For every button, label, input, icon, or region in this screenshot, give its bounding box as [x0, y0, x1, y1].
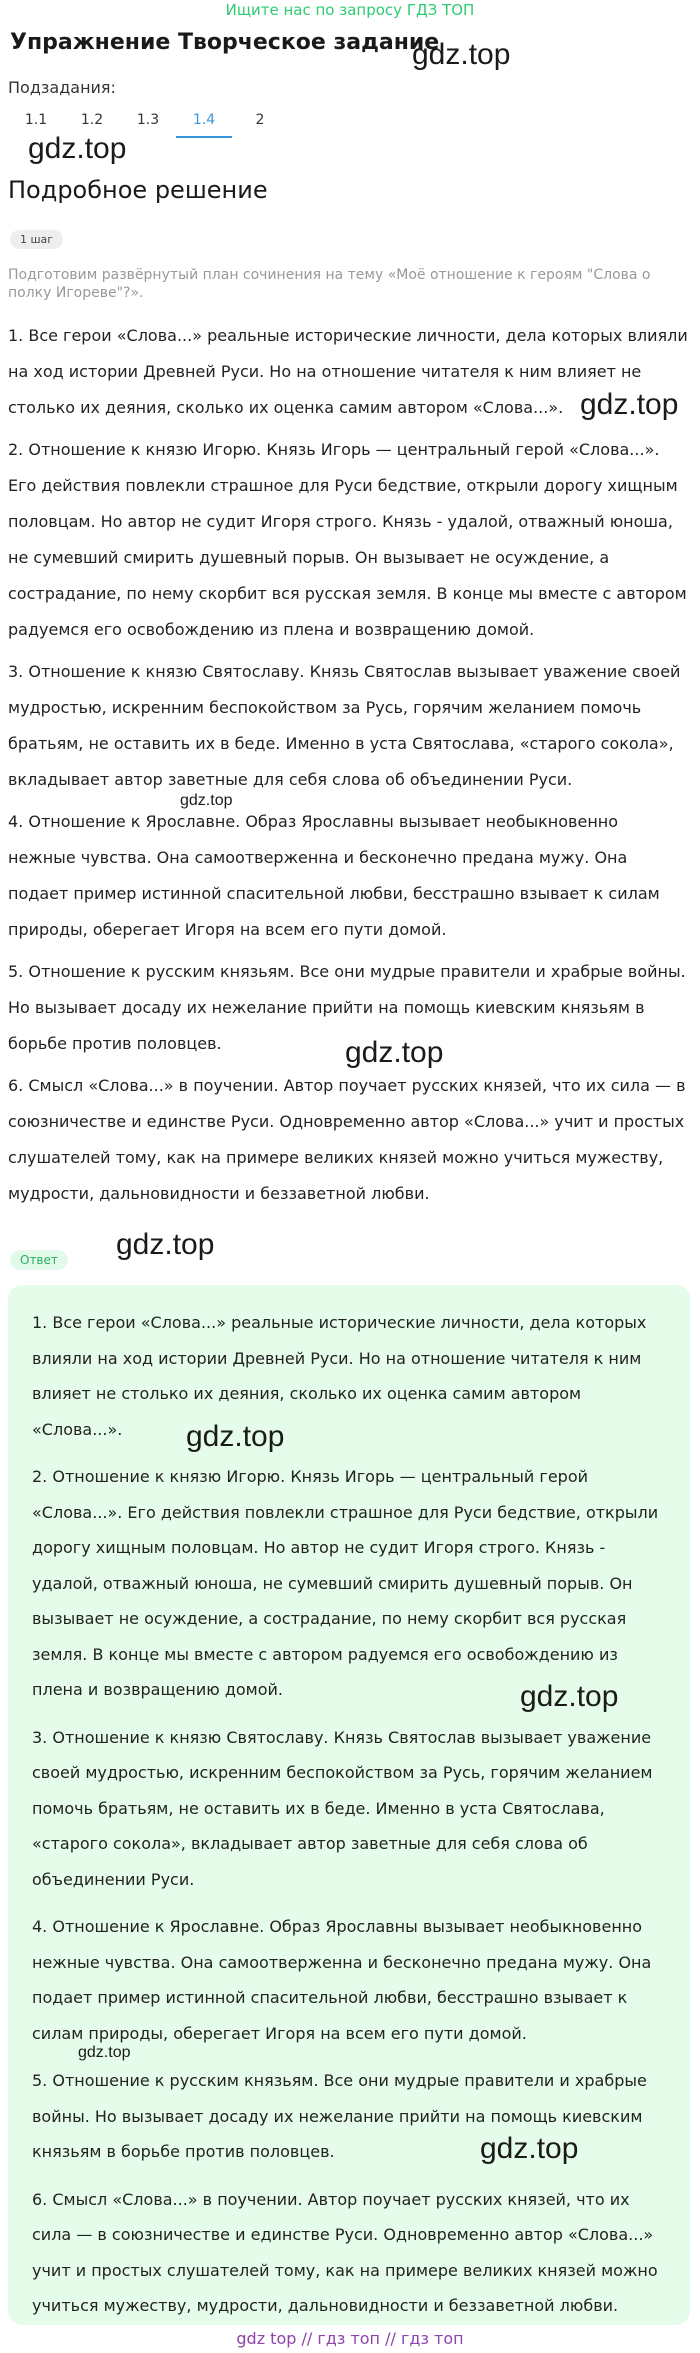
footer-link-gdz-top[interactable]: gdz top [236, 2329, 297, 2348]
solution-paragraph: 6. Смысл «Слова...» в поучении. Автор поучает русских князей, что их сила — в союзничестве и единстве Руси. Одновременно автор «Слова...» учит и простых слушателей тому, как на примере великих князей можно учиться мужеству, мудрости, дальновидности и беззаветной любви. [8, 1076, 686, 1203]
tab-1-1[interactable]: 1.1 [24, 112, 48, 128]
solution-paragraph: 5. Отношение к русским князьям. Все они мудрые правители и храбрые войны. Но вызывает досаду их нежелание прийти на помощь киевским князьям в борьбе против половцев. [8, 962, 686, 1053]
tab-1-3[interactable]: 1.3 [136, 112, 160, 128]
answer-paragraph: 2. Отношение к князю Игорю. Князь Игорь — центральный герой «Слова...». Его действия повлекли страшное для Руси бедствие, открыли дорогу хищным половцам. Но автор не судит Игоря строго. Князь - удалой, отважный юноша, не сумевший смирить душевный порыв. Он вызывает не осуждение, а сострадание, по нему скорбит вся русская земля. В конце мы вместе с автором радуемся его освобождению из плена и возвращению домой. [32, 1467, 659, 1699]
footer-links [0, 2329, 700, 2348]
footer-link-gdz-top-ru-2[interactable]: гдз топ [400, 2329, 464, 2348]
top-banner: Ищите нас по запросу ГДЗ ТОП [225, 1, 475, 19]
tab-1-2[interactable]: 1.2 [80, 112, 104, 128]
footer-separator: // [385, 2329, 396, 2348]
answer-paragraph: 1. Все герои «Слова...» реальные исторические личности, дела которых влияли на ход истории Древней Руси. Но на отношение читателя к ним влияет не столько их деяния, сколько их оценка самим автором «Слова...». [32, 1313, 647, 1439]
tab-1-4[interactable]: 1.4 [176, 106, 232, 138]
watermark: gdz.top [580, 388, 679, 421]
watermark: gdz.top [180, 792, 233, 809]
solution-text [8, 318, 690, 1218]
watermark: gdz.top [116, 1228, 215, 1261]
subtasks-label: Подзадания: [8, 78, 116, 97]
answer-paragraph: 4. Отношение к Ярославне. Образ Ярославны вызывает необыкновенно нежные чувства. Она самоотверженна и бесконечно предана мужу. Она подает пример истинной спасительной любви, бесстрашно взывает к силам природы, оберегает Игоря на всем его пути домой. [32, 1917, 652, 2043]
step-badge: 1 шаг [10, 230, 63, 249]
solution-paragraph: 2. Отношение к князю Игорю. Князь Игорь — центральный герой «Слова...». Его действия повлекли страшное для Руси бедствие, открыли дорогу хищным половцам. Но автор не судит Игоря строго. Князь - удалой, отважный юноша, не сумевший смирить душевный порыв. Он вызывает не осуждение, а сострадание, по нему скорбит вся русская земля. В конце мы вместе с автором радуемся его освобождению из плена и возвращению домой. [8, 440, 687, 639]
watermark: gdz.top [78, 2044, 131, 2061]
watermark: gdz.top [28, 132, 127, 165]
page-title: Упражнение Творческое задание [10, 30, 440, 55]
watermark: gdz.top [345, 1036, 444, 1069]
answer-text [32, 1305, 672, 2336]
solution-paragraph: 1. Все герои «Слова...» реальные исторические личности, дела которых влияли на ход истории Древней Руси. Но на отношение читателя к ним влияет не столько их деяния, сколько их оценка самим автором «Слова...». [8, 326, 688, 417]
solution-paragraph: 3. Отношение к князю Святославу. Князь Святослав вызывает уважение своей мудростью, искренним беспокойством за Русь, горячим желанием помочь братьям, не оставить их в беде. Именно в уста Святослава, «старого сокола», вкладывает автор заветные для себя слова об объединении Руси. [8, 662, 681, 789]
answer-paragraph: 6. Смысл «Слова...» в поучении. Автор поучает русских князей, что их сила — в союзничестве и единстве Руси. Одновременно автор «Слова...» учит и простых слушателей тому, как на примере великих князей можно учиться мужеству, мудрости, дальновидности и беззаветной любви. [32, 2189, 658, 2315]
tab-2[interactable]: 2 [255, 112, 265, 128]
section-title: Подробное решение [8, 176, 268, 204]
answer-paragraph: 3. Отношение к князю Святославу. Князь Святослав вызывает уважение своей мудростью, искренним беспокойством за Русь, горячим желанием помочь братьям, не оставить их в беде. Именно в уста Святослава, «старого сокола», вкладывает автор заветные для себя слова об объединении Руси. [32, 1727, 653, 1889]
watermark: gdz.top [520, 1680, 619, 1713]
footer-separator: // [301, 2329, 313, 2348]
footer-link-gdz-top-ru[interactable]: гдз топ [317, 2329, 380, 2348]
watermark: gdz.top [186, 1420, 285, 1453]
intro-text: Подготовим развёрнутый план сочинения на тему «Моё отношение к героям "Слова о полку Игореве"?». [8, 267, 651, 301]
answer-badge: Ответ [10, 1250, 68, 1270]
watermark: gdz.top [412, 38, 511, 71]
solution-paragraph: 4. Отношение к Ярославне. Образ Ярославны вызывает необыкновенно нежные чувства. Она самоотверженна и бесконечно предана мужу. Она подает пример истинной спасительной любви, бесстрашно взывает к силам природы, оберегает Игоря на всем его пути домой. [8, 812, 660, 939]
watermark: gdz.top [480, 2132, 579, 2165]
answer-paragraph: 5. Отношение к русским князьям. Все они мудрые правители и храбрые войны. Но вызывает досаду их нежелание прийти на помощь киевским князьям в борьбе против половцев. [32, 2071, 647, 2161]
